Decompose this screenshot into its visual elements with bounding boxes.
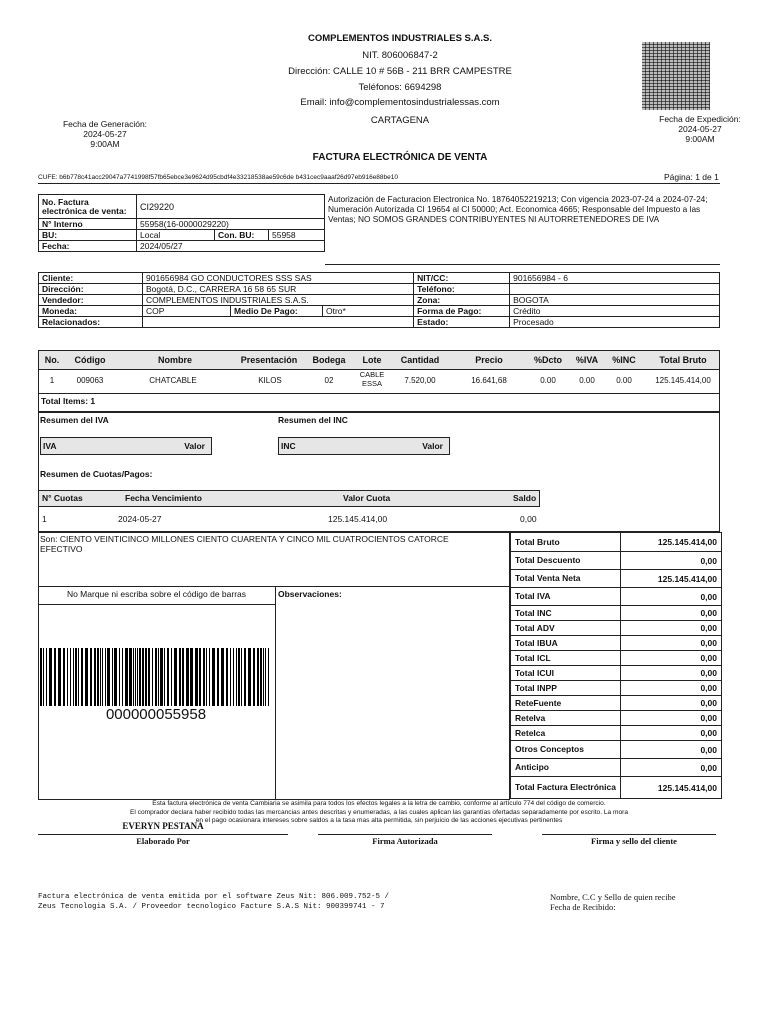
total-label: Total ICUI — [511, 666, 621, 681]
totals-row — [511, 711, 722, 726]
cuotas-col-valor: Valor Cuota — [343, 493, 391, 503]
totals-row — [511, 621, 722, 636]
generation-time: 9:00AM — [90, 139, 120, 149]
col-total-bruto: Total Bruto — [659, 355, 707, 365]
barcode-bar — [119, 648, 120, 706]
barcode-image — [40, 648, 272, 706]
firma-autorizada-label: Firma Autorizada — [372, 836, 438, 846]
cuotas-title: Resumen de Cuotas/Pagos: — [40, 469, 153, 479]
internal-label: N° Interno — [39, 219, 137, 230]
total-value: 0,00 — [621, 621, 722, 636]
barcode-bar — [63, 648, 65, 706]
barcode-bar — [233, 648, 234, 706]
barcode-bar — [230, 648, 231, 706]
barcode-bar — [160, 648, 163, 706]
item-cantidad: 7.520,00 — [404, 376, 436, 385]
relacionados-value — [143, 317, 414, 328]
qr-code — [642, 42, 710, 110]
signature-line — [542, 834, 716, 835]
total-label: Total Descuento — [511, 552, 621, 570]
total-label: Anticipo — [511, 759, 621, 777]
zona-value: BOGOTA — [510, 295, 720, 306]
totals-row — [511, 681, 722, 696]
item-dcto: 0.00 — [540, 376, 556, 385]
cufe: CUFE: b6b778c41acc29047a7741998f57fb65ebce3e9624d95cbdf4e33218538ae59c6de b431cec9aaaf26d97eb916e88be10 — [38, 174, 398, 181]
cliente-label: Cliente: — [39, 273, 143, 284]
barcode-bar — [94, 648, 96, 706]
barcode-bar — [179, 648, 181, 706]
company-nit: NIT. 806006847-2 — [362, 50, 438, 61]
totals-row — [511, 696, 722, 711]
barcode-bar — [174, 648, 177, 706]
total-label: Total INPP — [511, 681, 621, 696]
total-value: 0,00 — [621, 726, 722, 741]
cuotas-col-fecha: Fecha Vencimiento — [125, 493, 202, 503]
col-no: No. — [44, 355, 60, 365]
divider — [275, 586, 276, 800]
date-label: Fecha: — [39, 241, 137, 252]
total-label: Total INC — [511, 606, 621, 621]
barcode-bar — [236, 648, 237, 706]
totals-row — [511, 666, 722, 681]
col-lote: Lote — [362, 355, 382, 365]
barcode-bar — [209, 648, 210, 706]
barcode-bar — [81, 648, 83, 706]
fecha-recibido-label: Fecha de Recibido: — [550, 902, 616, 912]
divider — [39, 393, 719, 394]
software-note — [38, 892, 518, 912]
barcode-bar — [97, 648, 99, 706]
client-table — [38, 272, 720, 328]
cuota-saldo: 0,00 — [520, 514, 537, 524]
barcode-bar — [49, 648, 52, 706]
estado-label: Estado: — [414, 317, 510, 328]
item-iva: 0.00 — [579, 376, 595, 385]
total-value: 0,00 — [621, 666, 722, 681]
total-value: 125.145.414,00 — [621, 777, 722, 799]
expedition-label: Fecha de Expedición: — [659, 114, 741, 124]
totals-table — [510, 532, 722, 799]
barcode-bar — [203, 648, 205, 706]
barcode-bar — [73, 648, 74, 706]
bu-label: BU: — [39, 230, 137, 241]
barcode-number: 000000055958 — [105, 706, 207, 723]
barcode-bar — [152, 648, 153, 706]
cliente-value: 901656984 GO CONDUCTORES SSS SAS — [143, 273, 414, 284]
barcode-bar — [142, 648, 144, 706]
expedition-date-block — [632, 114, 768, 144]
expedition-date: 2024-05-27 — [678, 124, 722, 134]
receiver-block — [550, 892, 760, 912]
total-label: Total IBUA — [511, 636, 621, 651]
barcode-bar — [212, 648, 215, 706]
total-value: 0,00 — [621, 636, 722, 651]
direccion-label: Dirección: — [39, 284, 143, 295]
col-precio: Precio — [475, 355, 503, 365]
barcode-bar — [253, 648, 255, 706]
signature-line — [318, 834, 492, 835]
barcode-bar — [90, 648, 92, 706]
barcode-bar — [67, 648, 68, 706]
company-email: Email: info@complementosindustrialessas.com — [300, 97, 500, 108]
barcode-bar — [217, 648, 219, 706]
barcode-bar — [167, 648, 169, 706]
generation-date-block — [40, 119, 170, 149]
item-nombre: CHATCABLE — [149, 376, 197, 385]
total-label: Total ADV — [511, 621, 621, 636]
medio-value: Otro* — [323, 306, 414, 317]
moneda-label: Moneda: — [39, 306, 143, 317]
totals-row — [511, 570, 722, 588]
inc-valor-col: Valor — [422, 441, 443, 451]
total-value: 0,00 — [621, 651, 722, 666]
total-label: Total Bruto — [511, 533, 621, 552]
direccion-value: Bogotá, D.C., CARRERA 16 58 65 SUR — [143, 284, 414, 295]
authorization-text: Autorización de Facturacion Electronica No. 18764052219213; Con vigencia 2023-07-24 a 2024-07-24; Numeración Autorizada CI 19654 al CI 50000; Act. Economica 4665; Responsable del Impuesto a las Ventas; NO SOMOS GRANDES CONTRIBUYENTES NI AUTORRETENEDORES DE IVA — [328, 194, 708, 224]
barcode-bar — [145, 648, 147, 706]
cuotas-header — [38, 490, 540, 507]
elaborado-label: Elaborado Por — [136, 836, 190, 846]
signature-line — [38, 834, 288, 835]
legal-line: Esta factura electrónica de venta Cambiaria se asimila para todos los efectos legales a la letra de cambio, conforme al artículo 774 del código de comercio. — [152, 800, 606, 807]
cuotas-col-saldo: Saldo — [513, 493, 537, 503]
barcode-bar — [260, 648, 262, 706]
cuota-fecha: 2024-05-27 — [118, 514, 162, 524]
total-value: 0,00 — [621, 606, 722, 621]
barcode-bar — [148, 648, 150, 706]
company-name: COMPLEMENTOS INDUSTRIALES S.A.S. — [307, 33, 493, 44]
page-number: Página: 1 de 1 — [664, 172, 719, 182]
totals-row — [511, 741, 722, 759]
total-label: ReteIca — [511, 726, 621, 741]
divider — [325, 264, 720, 265]
bu-value: Local — [137, 230, 215, 241]
col-dcto: %Dcto — [533, 355, 562, 365]
telefono-value — [510, 284, 720, 295]
internal-value: 55958(16-0000029220) — [137, 219, 325, 230]
total-value: 125.145.414,00 — [621, 533, 722, 552]
barcode-bar — [46, 648, 47, 706]
totals-row — [511, 533, 722, 552]
nit-label: NIT/CC: — [414, 273, 510, 284]
nit-value: 901656984 - 6 — [510, 273, 720, 284]
barcode-bar — [54, 648, 56, 706]
total-value: 0,00 — [621, 741, 722, 759]
inc-summary-header — [278, 437, 450, 455]
barcode-bar — [43, 648, 44, 706]
divider — [38, 183, 720, 184]
barcode-bar — [129, 648, 132, 706]
barcode-bar — [105, 648, 106, 706]
company-phones: Teléfonos: 6694298 — [358, 82, 442, 93]
conbu-label: Con. BU: — [215, 230, 269, 241]
legal-line: en el pago ocasionara intereses sobre saldos a la tasa mas alta permitida, sin perjuicio de las acciones ejecutivas pertinentes — [195, 817, 563, 824]
barcode-bar — [199, 648, 201, 706]
software-line: Factura electrónica de venta emitida por el software Zeus Nit: 806.009.752-5 / — [38, 893, 390, 901]
invoice-info-table — [38, 194, 325, 252]
zona-label: Zona: — [414, 295, 510, 306]
iva-summary-header — [40, 437, 212, 455]
barcode-bar — [155, 648, 157, 706]
barcode-bar — [241, 648, 242, 706]
barcode-bar — [244, 648, 246, 706]
barcode-bar — [122, 648, 123, 706]
barcode-bar — [257, 648, 259, 706]
item-codigo: 009063 — [76, 376, 104, 385]
totals-row — [511, 726, 722, 741]
barcode-bar — [238, 648, 240, 706]
item-inc: 0.00 — [616, 376, 632, 385]
totals-row — [511, 552, 722, 570]
barcode-bar — [182, 648, 184, 706]
invoice-no-label: No. Factura electrónica de venta: — [39, 195, 137, 219]
barcode-bar — [186, 648, 189, 706]
item-bodega: 02 — [324, 376, 334, 385]
observaciones-label: Observaciones: — [278, 589, 342, 599]
total-label: Total Venta Neta — [511, 570, 621, 588]
col-nombre: Nombre — [157, 355, 192, 365]
generation-date: 2024-05-27 — [83, 129, 127, 139]
expedition-time: 9:00AM — [685, 134, 715, 144]
col-presentacion: Presentación — [240, 355, 298, 365]
totals-row — [511, 651, 722, 666]
item-presentacion: KILOS — [258, 376, 282, 385]
barcode-bar — [112, 648, 113, 706]
col-codigo: Código — [74, 355, 106, 365]
barcode-bar — [158, 648, 159, 706]
invoice-no-value: CI29220 — [137, 195, 325, 219]
totals-row — [511, 759, 722, 777]
recibe-label: Nombre, C.C y Sello de quien recibe — [550, 892, 676, 902]
medio-label: Medio De Pago: — [231, 306, 323, 317]
col-cantidad: Cantidad — [400, 355, 440, 365]
item-lote: CABLE ESSA — [359, 370, 385, 388]
item-precio: 16.641,68 — [471, 376, 507, 385]
iva-summary-title: Resumen del IVA — [40, 415, 109, 425]
total-value: 0,00 — [621, 552, 722, 570]
total-items: Total Items: 1 — [41, 396, 96, 406]
legal-line: El comprador declara haber recibido todas las mercancias antes descritas y enumeradas, a las cuales aplican las garantías ofertadas separadamente por escrito. La mora — [129, 808, 629, 816]
barcode-bar — [139, 648, 141, 706]
vendedor-label: Vendedor: — [39, 295, 143, 306]
barcode-bar — [226, 648, 228, 706]
document-title: FACTURA ELECTRÓNICA DE VENTA — [312, 152, 488, 163]
barcode-bar — [114, 648, 117, 706]
telefono-label: Teléfono: — [414, 284, 510, 295]
total-label: ReteFuente — [511, 696, 621, 711]
totals-row — [511, 588, 722, 606]
elaborado-name: EVERYN PESTANA — [122, 821, 204, 831]
barcode-bar — [190, 648, 193, 706]
estado-value: Procesado — [510, 317, 720, 328]
barcode-bar — [137, 648, 138, 706]
barcode-bar — [248, 648, 251, 706]
forma-value: Crédito — [510, 306, 720, 317]
barcode-bar — [75, 648, 77, 706]
total-value: 0,00 — [621, 696, 722, 711]
date-value: 2024/05/27 — [137, 241, 325, 252]
barcode-bar — [265, 648, 266, 706]
company-city: CARTAGENA — [370, 115, 430, 126]
total-value: 0,00 — [621, 588, 722, 606]
barcode-bar — [268, 648, 269, 706]
barcode-bar — [221, 648, 224, 706]
barcode-bar — [263, 648, 264, 706]
iva-col: IVA — [43, 441, 57, 451]
item-no: 1 — [49, 376, 55, 385]
barcode-bar — [78, 648, 79, 706]
barcode-bar — [135, 648, 136, 706]
cuota-valor: 125.145.414,00 — [328, 514, 388, 524]
barcode-bar — [40, 648, 42, 706]
divider — [38, 586, 510, 587]
total-value: 0,00 — [621, 711, 722, 726]
totals-row — [511, 777, 722, 799]
total-label: ReteIva — [511, 711, 621, 726]
col-inc: %INC — [612, 355, 636, 365]
total-value: 0,00 — [621, 681, 722, 696]
total-label: Total IVA — [511, 588, 621, 606]
col-bodega: Bodega — [312, 355, 346, 365]
barcode-notice: No Marque ni escriba sobre el código de barras — [66, 589, 247, 599]
col-iva: %IVA — [575, 355, 599, 365]
iva-valor-col: Valor — [184, 441, 205, 451]
conbu-value: 55958 — [269, 230, 325, 241]
item-total-bruto: 125.145.414,00 — [655, 376, 711, 385]
relacionados-label: Relacionados: — [39, 317, 143, 328]
total-label: Total ICL — [511, 651, 621, 666]
company-address: Dirección: CALLE 10 # 56B - 211 BRR CAMPESTRE — [288, 66, 512, 77]
totals-row — [511, 636, 722, 651]
inc-summary-title: Resumen del INC — [278, 415, 348, 425]
barcode-bar — [100, 648, 101, 706]
forma-label: Forma de Pago: — [414, 306, 510, 317]
total-value: 0,00 — [621, 759, 722, 777]
totals-row — [511, 606, 722, 621]
barcode-bar — [164, 648, 165, 706]
barcode-bar — [125, 648, 128, 706]
barcode-bar — [85, 648, 88, 706]
barcode-bar — [70, 648, 71, 706]
barcode-bar — [133, 648, 134, 706]
cuotas-col-no: N° Cuotas — [42, 493, 83, 503]
cuota-no: 1 — [42, 514, 47, 524]
amount-in-words: Son: CIENTO VEINTICINCO MILLONES CIENTO CUARENTA Y CINCO MIL CUATROCIENTOS CATORCE EFECTIVO — [40, 534, 449, 554]
vendedor-value: COMPLEMENTOS INDUSTRIALES S.A.S. — [143, 295, 414, 306]
barcode-bar — [195, 648, 198, 706]
barcode-bar — [102, 648, 103, 706]
barcode-bar — [58, 648, 61, 706]
moneda-value: COP — [143, 306, 231, 317]
divider — [38, 604, 275, 605]
total-value: 125.145.414,00 — [621, 570, 722, 588]
barcode-bar — [107, 648, 110, 706]
barcode-bar — [206, 648, 207, 706]
software-line: Zeus Tecnologia S.A. / Proveedor tecnologico Facture S.A.S Nit: 900399741 - 7 — [38, 903, 385, 911]
generation-label: Fecha de Generación: — [62, 119, 148, 129]
barcode-bar — [171, 648, 172, 706]
total-label: Total Factura Electrónica — [511, 777, 621, 799]
inc-col: INC — [281, 441, 296, 451]
firma-cliente-label: Firma y sello del cliente — [591, 836, 677, 846]
total-label: Otros Conceptos — [511, 741, 621, 759]
